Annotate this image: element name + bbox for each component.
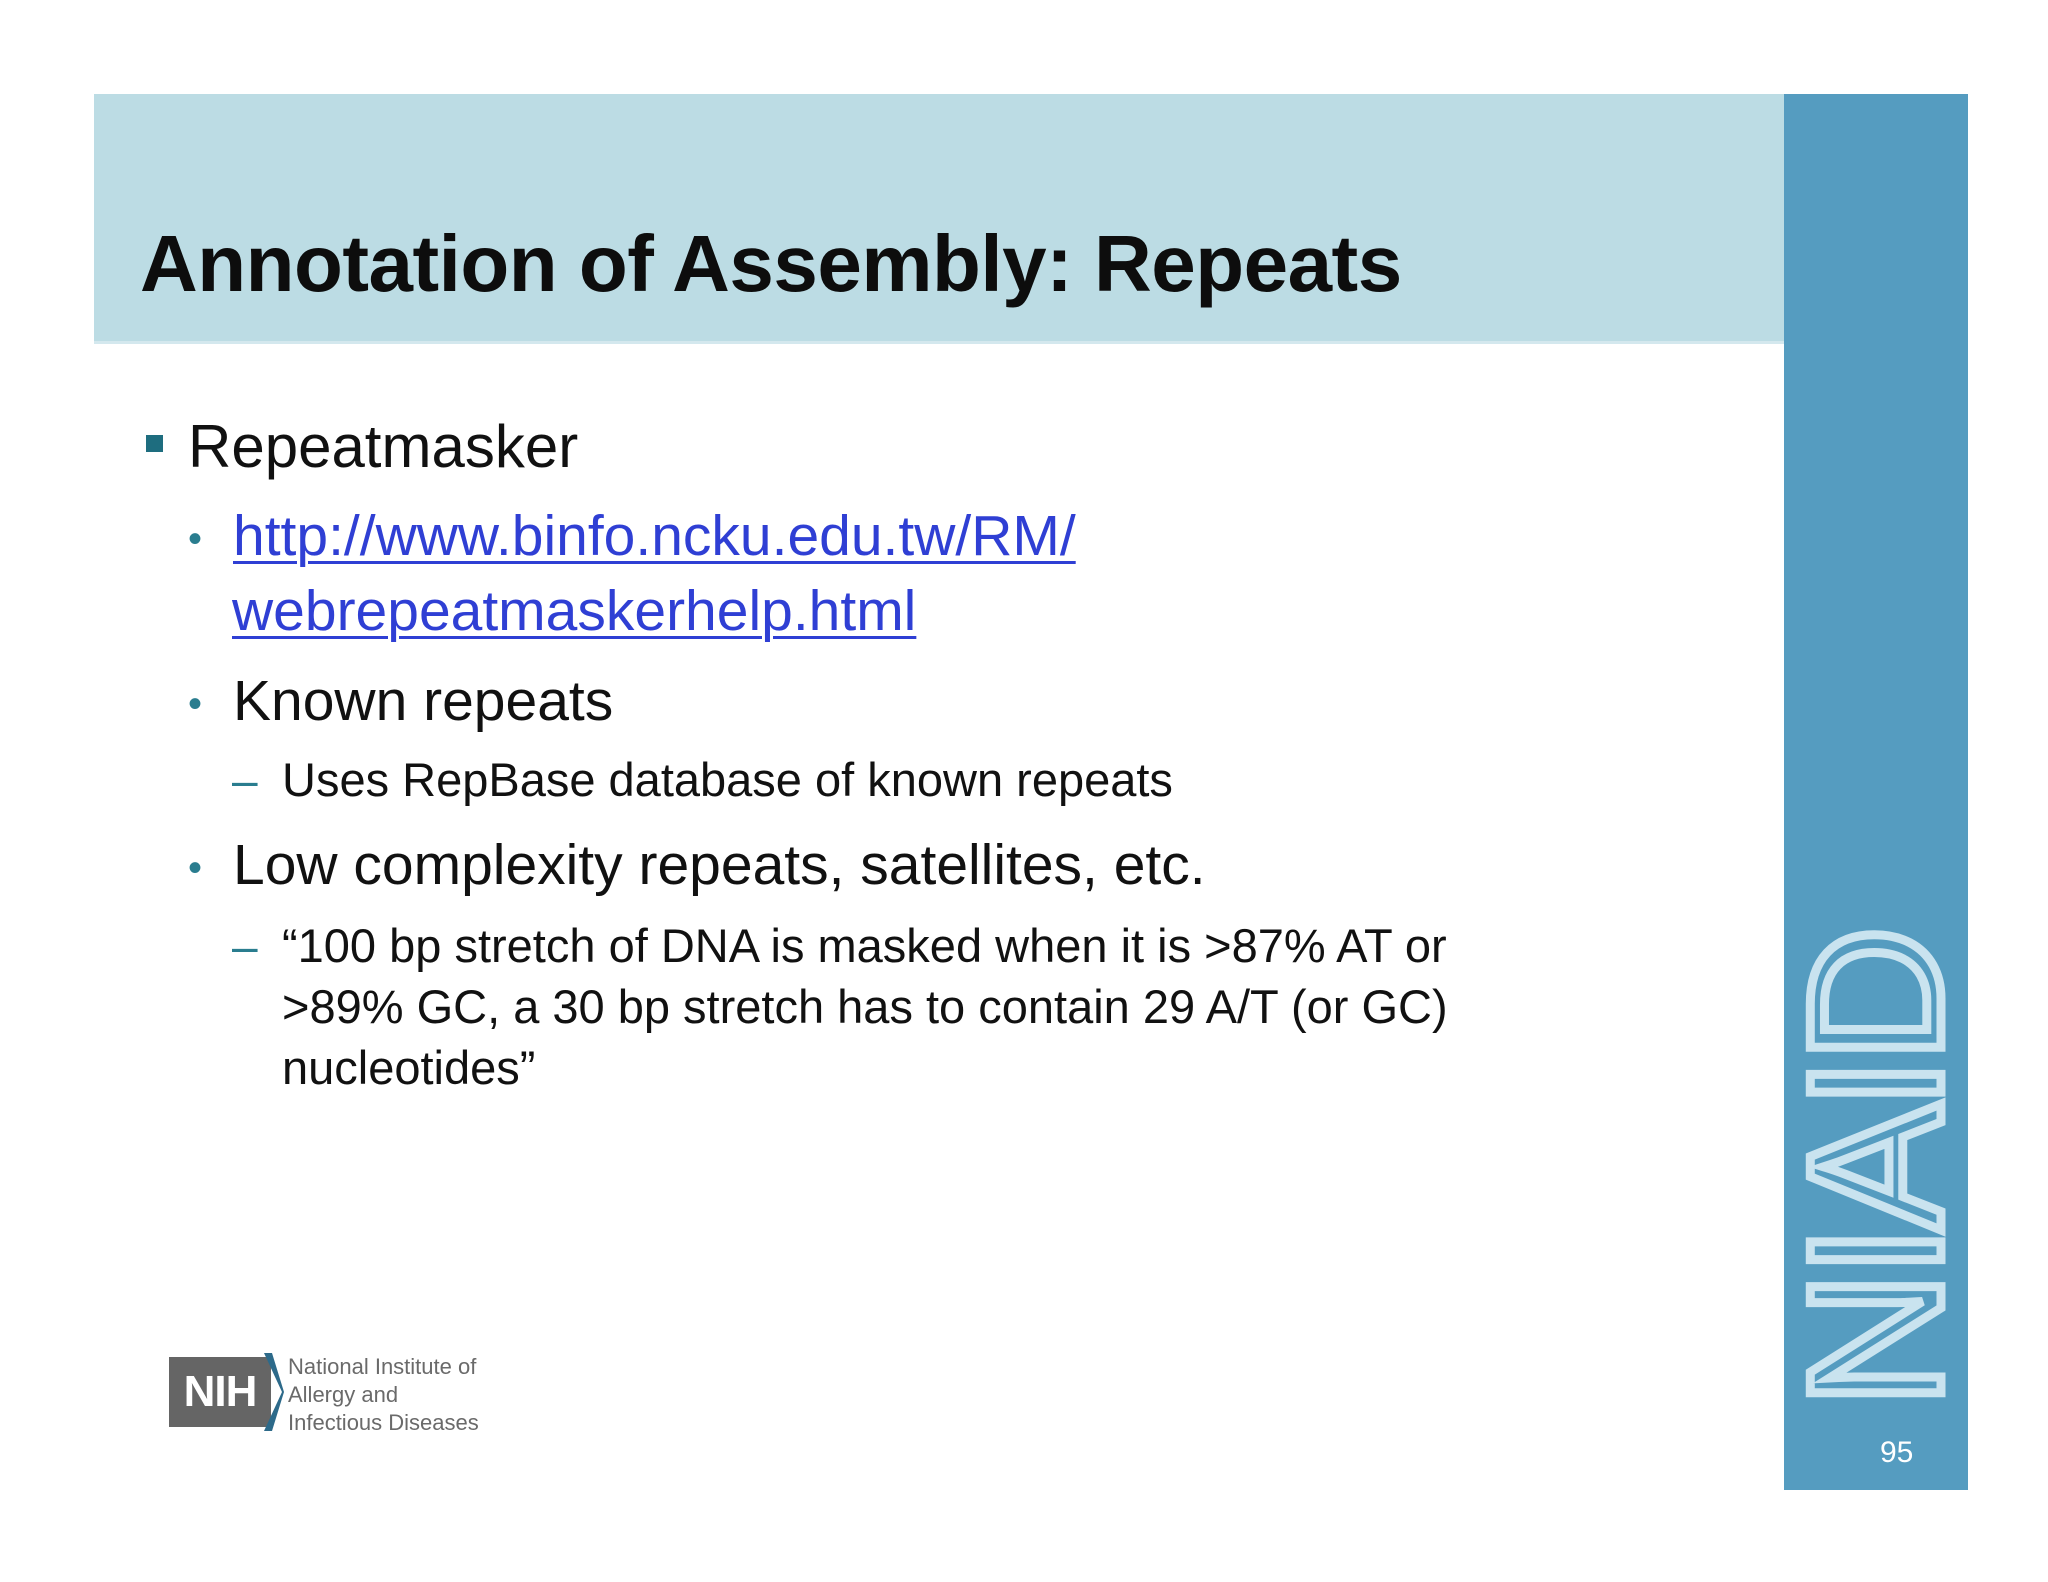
repeatmasker-help-link[interactable]: http://www.binfo.ncku.edu.tw/RM/ bbox=[233, 504, 1076, 568]
bullet-low-complexity: Low complexity repeats, satellites, etc. bbox=[233, 833, 1206, 897]
bullet-known-repeats: Known repeats bbox=[233, 669, 614, 733]
bullet-icon: • bbox=[188, 682, 203, 726]
page-number: 95 bbox=[1880, 1436, 1914, 1469]
bullet-icon: • bbox=[188, 517, 203, 561]
institute-name-line-2: Allergy and bbox=[288, 1382, 399, 1407]
sub-bullet-repbase: Uses RepBase database of known repeats bbox=[282, 753, 1173, 806]
bullet-icon: • bbox=[188, 846, 203, 890]
square-bullet-icon bbox=[146, 435, 163, 452]
quote-line-3: nucleotides” bbox=[282, 1041, 536, 1094]
institute-name-line-1: National Institute of bbox=[288, 1354, 477, 1379]
slide-title: Annotation of Assembly: Repeats bbox=[140, 219, 1402, 308]
nih-chevron-icon bbox=[262, 1353, 284, 1431]
quote-line-1: “100 bp stretch of DNA is masked when it is >87% AT or bbox=[282, 919, 1447, 972]
repeatmasker-help-link-continued[interactable]: webrepeatmaskerhelp.html bbox=[232, 579, 917, 643]
bullet-repeatmasker: Repeatmasker bbox=[188, 413, 579, 480]
quote-line-2: >89% GC, a 30 bp stretch has to contain 29 A/T (or GC) bbox=[282, 980, 1448, 1033]
institute-name-line-3: Infectious Diseases bbox=[288, 1410, 479, 1435]
nih-logo: NIH bbox=[169, 1357, 271, 1427]
dash-icon: – bbox=[232, 920, 258, 972]
niaid-logo: NIAID bbox=[1770, 931, 1982, 1409]
dash-icon: – bbox=[232, 754, 258, 806]
